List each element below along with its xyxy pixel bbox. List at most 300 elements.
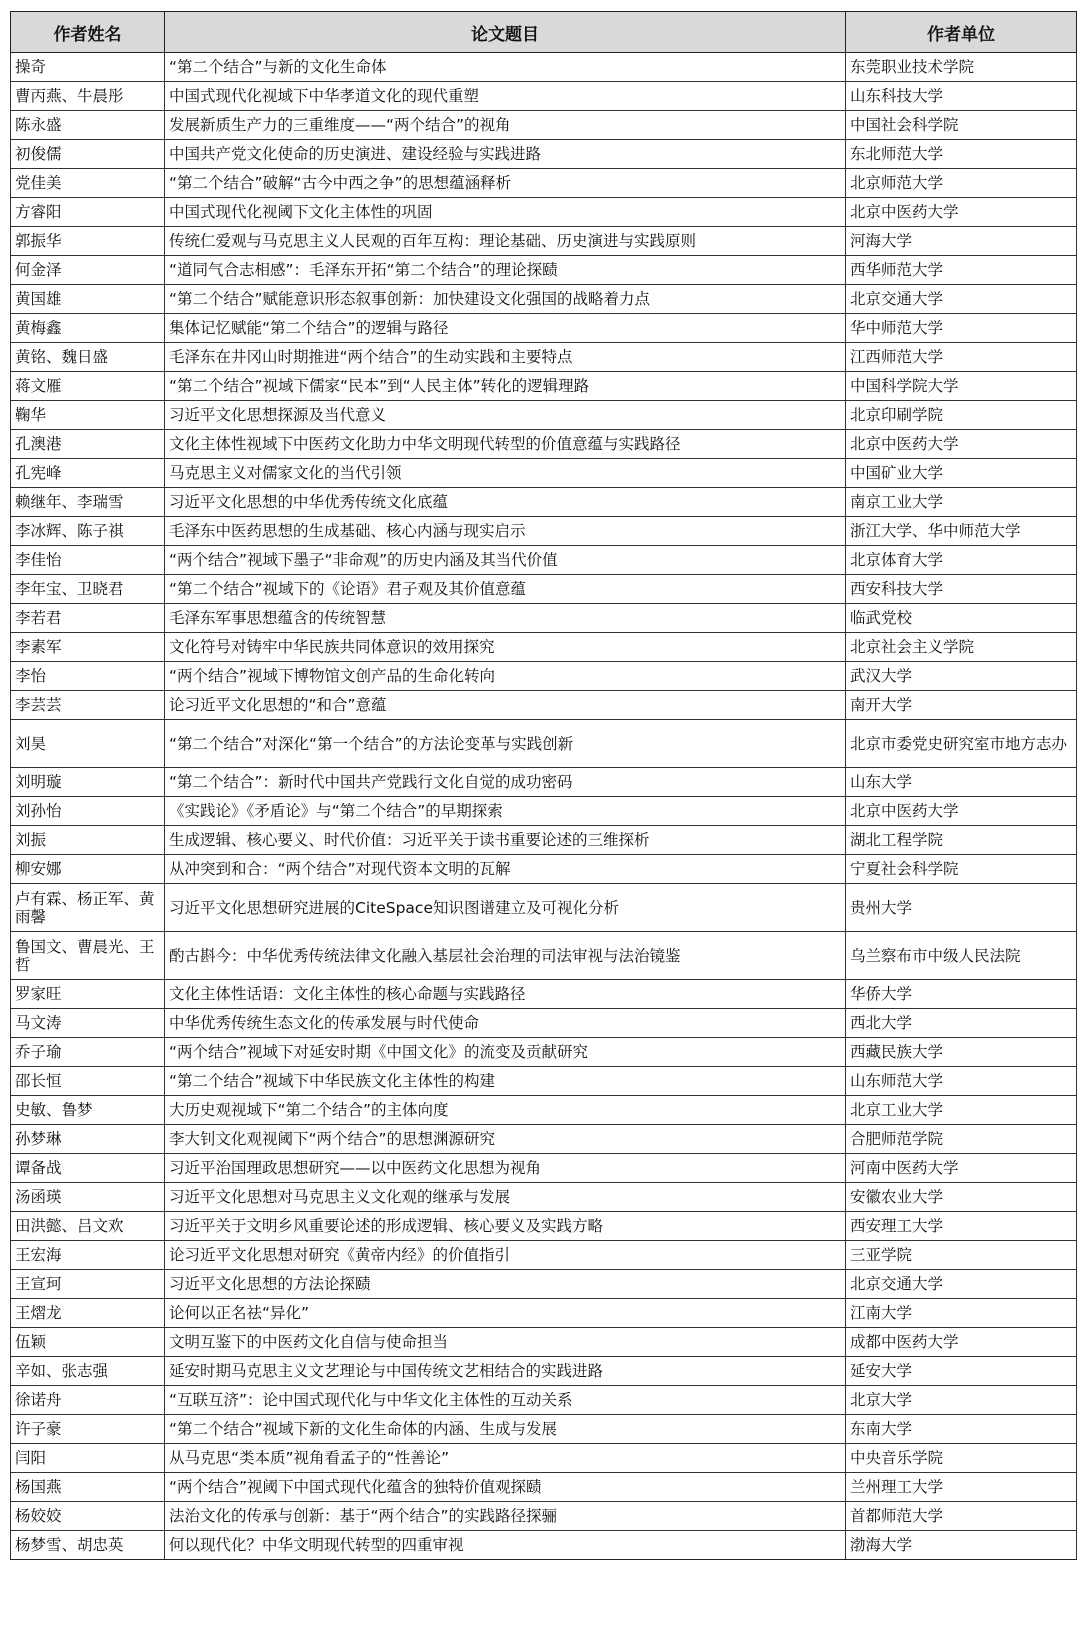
cell-paper-title [165,691,846,720]
author-unit-text: 山东师范大学 [850,1072,944,1090]
cell-paper-title [165,1096,846,1125]
cell-author-unit [846,488,1077,517]
cell-paper-title [165,980,846,1009]
author-name-text: 田洪懿、吕文欢 [15,1217,124,1235]
author-name-text: 孙梦琳 [15,1130,62,1148]
author-unit-text: 东南大学 [850,1420,913,1438]
author-unit-text: 西北大学 [850,1014,913,1032]
author-name-text: 刘明璇 [15,773,62,791]
cell-author-name [11,111,165,140]
paper-title-text: 文化主体性话语：文化主体性的核心命题与实践路径 [169,985,526,1003]
cell-author-unit [846,855,1077,884]
cell-author-unit [846,1531,1077,1560]
author-unit-text: 山东科技大学 [850,87,944,105]
paper-title-text: 从马克思“类本质”视角看孟子的“性善论” [169,1449,450,1467]
cell-paper-title [165,1444,846,1473]
table-row [11,633,1077,662]
author-unit-text: 浙江大学、华中师范大学 [850,522,1021,540]
author-unit-text: 首都师范大学 [850,1507,944,1525]
cell-author-name [11,488,165,517]
author-unit-text: 北京师范大学 [850,174,944,192]
cell-paper-title [165,111,846,140]
cell-author-name [11,314,165,343]
table-row [11,256,1077,285]
cell-author-unit [846,372,1077,401]
cell-author-unit [846,53,1077,82]
cell-paper-title [165,575,846,604]
author-name-text: 杨梦雪、胡忠英 [15,1536,124,1554]
author-unit-text: 三亚学院 [850,1246,913,1264]
paper-title-text: “第二个结合”破解“古今中西之争”的思想蕴涵释析 [169,174,512,192]
cell-author-unit [846,1125,1077,1154]
cell-author-unit [846,1009,1077,1038]
table-row [11,1125,1077,1154]
paper-title-text: “第二个结合”：新时代中国共产党践行文化自觉的成功密码 [169,773,573,791]
header-author-name: 作者姓名 [11,12,165,53]
table-row [11,1212,1077,1241]
cell-author-name [11,82,165,111]
cell-author-name [11,826,165,855]
author-unit-text: 北京大学 [850,1391,913,1409]
table-row [11,82,1077,111]
paper-title-text: 生成逻辑、核心要义、时代价值：习近平关于读书重要论述的三维探析 [169,831,650,849]
paper-title-text: “第二个结合”对深化“第一个结合”的方法论变革与实践创新 [169,734,574,753]
cell-author-unit [846,198,1077,227]
cell-paper-title [165,1328,846,1357]
cell-paper-title [165,285,846,314]
cell-author-name [11,884,165,932]
author-unit-text: 东北师范大学 [850,145,944,163]
paper-title-text: 习近平文化思想探源及当代意义 [169,406,387,424]
author-name-text: 王宣珂 [15,1275,62,1293]
cell-author-name [11,1415,165,1444]
cell-author-name [11,1067,165,1096]
paper-title-text: “第二个结合”与新的文化生命体 [169,58,387,76]
paper-title-text: 集体记忆赋能“第二个结合”的逻辑与路径 [169,319,449,337]
cell-author-unit [846,884,1077,932]
author-name-text: 刘昊 [15,734,47,753]
cell-paper-title [165,1067,846,1096]
cell-author-name [11,401,165,430]
author-unit-text: 成都中医药大学 [850,1333,959,1351]
author-unit-text: 北京中医药大学 [850,802,959,820]
cell-author-name [11,517,165,546]
cell-author-unit [846,1386,1077,1415]
paper-title-text: 李大钊文化观视阈下“两个结合”的思想渊源研究 [169,1130,496,1148]
cell-author-name [11,430,165,459]
author-paper-table-container [10,11,1076,1560]
author-name-text: 李佳怡 [15,551,62,569]
cell-author-name [11,1009,165,1038]
paper-title-text: 发展新质生产力的三重维度——“两个结合”的视角 [169,116,511,134]
cell-paper-title [165,82,846,111]
author-unit-text: 江西师范大学 [850,348,944,366]
cell-author-unit [846,1212,1077,1241]
cell-paper-title [165,855,846,884]
cell-author-unit [846,1502,1077,1531]
author-name-text: 李冰辉、陈子祺 [15,522,124,540]
author-unit-text: 武汉大学 [850,667,913,685]
table-row [11,517,1077,546]
author-name-text: 乔子瑜 [15,1043,62,1061]
cell-paper-title [165,1386,846,1415]
author-name-text: 邵长恒 [15,1072,62,1090]
table-row [11,691,1077,720]
author-unit-text: 贵州大学 [850,898,913,917]
author-name-text: 赖继年、李瑞雪 [15,493,124,511]
paper-title-text: 习近平文化思想研究进展的CiteSpace知识图谱建立及可视化分析 [169,898,619,917]
author-name-text: 辛如、张志强 [15,1362,109,1380]
cell-author-name [11,980,165,1009]
author-unit-text: 北京工业大学 [850,1101,944,1119]
paper-title-text: 习近平文化思想对马克思主义文化观的继承与发展 [169,1188,511,1206]
cell-author-name [11,797,165,826]
table-row [11,797,1077,826]
cell-author-name [11,546,165,575]
table-row [11,1473,1077,1502]
table-row [11,1038,1077,1067]
cell-author-unit [846,1328,1077,1357]
author-name-text: 曹丙燕、牛晨彤 [15,87,124,105]
author-name-text: 李怡 [15,667,47,685]
author-name-text: 谭备战 [15,1159,62,1177]
cell-author-name [11,768,165,797]
table-row [11,1531,1077,1560]
author-name-text: 鞠华 [15,406,47,424]
cell-paper-title [165,1212,846,1241]
cell-author-name [11,720,165,768]
cell-author-unit [846,691,1077,720]
cell-author-unit [846,1038,1077,1067]
table-row [11,1009,1077,1038]
author-unit-text: 北京交通大学 [850,290,944,308]
paper-title-text: 论习近平文化思想的“和合”意蕴 [169,696,387,714]
paper-title-text: 《实践论》《矛盾论》与“第二个结合”的早期探索 [169,802,503,820]
cell-author-unit [846,285,1077,314]
author-name-text: 许子豪 [15,1420,62,1438]
table-row [11,1357,1077,1386]
cell-author-unit [846,1096,1077,1125]
cell-author-name [11,1038,165,1067]
paper-title-text: 大历史观视域下“第二个结合”的主体向度 [169,1101,449,1119]
table-row [11,1183,1077,1212]
author-unit-text: 华中师范大学 [850,319,944,337]
author-name-text: 柳安娜 [15,860,62,878]
paper-title-text: “两个结合”视域下墨子“非命观”的历史内涵及其当代价值 [169,551,558,569]
cell-author-name [11,1386,165,1415]
paper-title-text: 习近平文化思想的方法论探赜 [169,1275,371,1293]
author-unit-text: 东莞职业技术学院 [850,58,975,76]
table-row [11,546,1077,575]
cell-author-name [11,198,165,227]
paper-title-text: 毛泽东中医药思想的生成基础、核心内涵与现实启示 [169,522,526,540]
author-unit-text: 湖北工程学院 [850,831,944,849]
author-unit-text: 江南大学 [850,1304,913,1322]
cell-paper-title [165,430,846,459]
cell-author-unit [846,826,1077,855]
table-body [11,53,1077,1560]
paper-title-text: “互联互济”：论中国式现代化与中华文化主体性的互动关系 [169,1391,573,1409]
author-unit-text: 南京工业大学 [850,493,944,511]
author-name-text: 刘孙怡 [15,802,62,820]
cell-paper-title [165,314,846,343]
cell-author-name [11,1328,165,1357]
cell-author-unit [846,1299,1077,1328]
paper-title-text: “第二个结合”赋能意识形态叙事创新：加快建设文化强国的战略着力点 [169,290,651,308]
cell-paper-title [165,517,846,546]
author-unit-text: 华侨大学 [850,985,913,1003]
cell-author-unit [846,343,1077,372]
author-unit-text: 北京市委党史研究室市地方志办 [850,734,1068,753]
cell-author-name [11,932,165,980]
cell-paper-title [165,1125,846,1154]
paper-title-text: “两个结合”视阈下中国式现代化蕴含的独特价值观探赜 [169,1478,542,1496]
cell-author-name [11,1183,165,1212]
cell-author-unit [846,256,1077,285]
author-name-text: 杨国燕 [15,1478,62,1496]
author-name-text: 郭振华 [15,232,62,250]
cell-author-unit [846,82,1077,111]
table-row [11,140,1077,169]
table-row [11,1270,1077,1299]
table-row [11,111,1077,140]
cell-paper-title [165,1299,846,1328]
cell-author-unit [846,459,1077,488]
author-name-text: 伍颖 [15,1333,47,1351]
table-row [11,488,1077,517]
cell-author-unit [846,140,1077,169]
paper-title-text: “道同气合志相感”：毛泽东开拓“第二个结合”的理论探赜 [169,261,558,279]
paper-title-text: 马克思主义对儒家文化的当代引领 [169,464,402,482]
cell-author-unit [846,111,1077,140]
paper-title-text: 何以现代化？中华文明现代转型的四重审视 [169,1536,464,1554]
cell-paper-title [165,1502,846,1531]
table-row [11,980,1077,1009]
cell-author-unit [846,1154,1077,1183]
cell-author-unit [846,169,1077,198]
cell-author-name [11,1125,165,1154]
author-name-text: 李芸芸 [15,696,62,714]
cell-author-unit [846,314,1077,343]
cell-author-unit [846,768,1077,797]
author-unit-text: 西藏民族大学 [850,1043,944,1061]
cell-author-name [11,1531,165,1560]
author-name-text: 李年宝、卫晓君 [15,580,124,598]
table-row [11,459,1077,488]
cell-paper-title [165,1183,846,1212]
cell-paper-title [165,140,846,169]
cell-author-unit [846,980,1077,1009]
author-unit-text: 中国科学院大学 [850,377,959,395]
cell-paper-title [165,1357,846,1386]
cell-author-unit [846,575,1077,604]
table-row [11,604,1077,633]
paper-title-text: 文明互鉴下的中医药文化自信与使命担当 [169,1333,449,1351]
cell-author-unit [846,1067,1077,1096]
cell-paper-title [165,1531,846,1560]
author-name-text: 李若君 [15,609,62,627]
cell-author-name [11,53,165,82]
table-row [11,430,1077,459]
author-unit-text: 西安科技大学 [850,580,944,598]
cell-paper-title [165,1473,846,1502]
cell-author-unit [846,1270,1077,1299]
cell-author-unit [846,1415,1077,1444]
cell-author-name [11,575,165,604]
author-unit-text: 兰州理工大学 [850,1478,944,1496]
cell-paper-title [165,401,846,430]
cell-author-name [11,1270,165,1299]
table-header-row [11,12,1077,53]
author-name-text: 黄国雄 [15,290,62,308]
cell-author-name [11,372,165,401]
cell-author-name [11,1357,165,1386]
paper-title-text: “第二个结合”视域下新的文化生命体的内涵、生成与发展 [169,1420,558,1438]
paper-title-text: 传统仁爱观与马克思主义人民观的百年互构：理论基础、历史演进与实践原则 [169,232,697,250]
cell-author-name [11,227,165,256]
cell-author-unit [846,430,1077,459]
table-row [11,768,1077,797]
author-name-text: 陈永盛 [15,116,62,134]
table-row [11,1444,1077,1473]
cell-paper-title [165,169,846,198]
author-name-text: 孔宪峰 [15,464,62,482]
cell-author-name [11,256,165,285]
cell-author-unit [846,227,1077,256]
table-row [11,1328,1077,1357]
cell-author-unit [846,604,1077,633]
paper-title-text: “第二个结合”视域下中华民族文化主体性的构建 [169,1072,496,1090]
author-unit-text: 河海大学 [850,232,913,250]
table-row [11,53,1077,82]
author-unit-text: 乌兰察布市中级人民法院 [850,946,1021,965]
author-unit-text: 宁夏社会科学院 [850,860,959,878]
cell-paper-title [165,256,846,285]
paper-title-text: 论习近平文化思想对研究《黄帝内经》的价值指引 [169,1246,511,1264]
cell-author-unit [846,401,1077,430]
header-author-unit: 作者单位 [846,12,1077,53]
cell-paper-title [165,720,846,768]
paper-title-text: 从冲突到和合：“两个结合”对现代资本文明的瓦解 [169,860,511,878]
cell-author-name [11,1154,165,1183]
paper-title-text: 文化符号对铸牢中华民族共同体意识的效用探究 [169,638,495,656]
author-unit-text: 中国社会科学院 [850,116,959,134]
paper-title-text: 法治文化的传承与创新：基于“两个结合”的实践路径探骊 [169,1507,558,1525]
table-row [11,932,1077,980]
author-name-text: 初俊儒 [15,145,62,163]
paper-title-text: 习近平关于文明乡风重要论述的形成逻辑、核心要义及实践方略 [169,1217,604,1235]
cell-paper-title [165,932,846,980]
cell-paper-title [165,1270,846,1299]
author-name-text: 黄梅鑫 [15,319,62,337]
author-unit-text: 山东大学 [850,773,913,791]
table-row [11,1299,1077,1328]
table-row [11,227,1077,256]
author-name-text: 徐诺舟 [15,1391,62,1409]
table-row [11,169,1077,198]
author-name-text: 汤函瑛 [15,1188,62,1206]
author-name-text: 蒋文雁 [15,377,62,395]
author-unit-text: 中国矿业大学 [850,464,944,482]
cell-author-name [11,691,165,720]
table-row [11,314,1077,343]
cell-author-unit [846,797,1077,826]
cell-author-name [11,1241,165,1270]
author-unit-text: 延安大学 [850,1362,913,1380]
table-row [11,1154,1077,1183]
author-name-text: 王宏海 [15,1246,62,1264]
cell-author-name [11,662,165,691]
cell-paper-title [165,662,846,691]
paper-title-text: 中国式现代化视阈下文化主体性的巩固 [169,203,433,221]
author-name-text: 鲁国文、曹晨光、王哲 [15,937,155,974]
table-row [11,1386,1077,1415]
cell-author-unit [846,633,1077,662]
author-name-text: 李素军 [15,638,62,656]
cell-author-unit [846,662,1077,691]
cell-author-unit [846,720,1077,768]
paper-title-text: “两个结合”视域下对延安时期《中国文化》的流变及贡献研究 [169,1043,589,1061]
cell-author-unit [846,517,1077,546]
cell-paper-title [165,884,846,932]
table-row [11,343,1077,372]
cell-paper-title [165,633,846,662]
table-row [11,826,1077,855]
cell-paper-title [165,1038,846,1067]
cell-author-name [11,855,165,884]
author-name-text: 黄铭、魏日盛 [15,348,109,366]
cell-author-unit [846,1241,1077,1270]
cell-author-unit [846,1473,1077,1502]
cell-author-name [11,1444,165,1473]
cell-author-name [11,343,165,372]
author-name-text: 何金泽 [15,261,62,279]
cell-author-name [11,1212,165,1241]
paper-title-text: “第二个结合”视域下的《论语》君子观及其价值意蕴 [169,580,527,598]
cell-paper-title [165,1009,846,1038]
cell-author-name [11,459,165,488]
author-name-text: 杨姣姣 [15,1507,62,1525]
paper-title-text: 论何以正名祛“异化” [169,1304,310,1322]
table-row [11,372,1077,401]
cell-author-name [11,1299,165,1328]
paper-title-text: 文化主体性视域下中医药文化助力中华文明现代转型的价值意蕴与实践路径 [169,435,681,453]
table-row [11,198,1077,227]
author-unit-text: 安徽农业大学 [850,1188,944,1206]
cell-author-unit [846,1444,1077,1473]
cell-author-name [11,1096,165,1125]
author-name-text: 刘振 [15,831,47,849]
table-row [11,401,1077,430]
table-row [11,720,1077,768]
cell-paper-title [165,1415,846,1444]
cell-paper-title [165,372,846,401]
author-name-text: 卢有霖、杨正军、黄雨馨 [15,889,155,926]
paper-title-text: “第二个结合”视域下儒家“民本”到“人民主体”转化的逻辑理路 [169,377,590,395]
paper-title-text: 毛泽东军事思想蕴含的传统智慧 [169,609,387,627]
cell-author-name [11,604,165,633]
author-name-text: 孔澳港 [15,435,62,453]
author-unit-text: 北京社会主义学院 [850,638,975,656]
table-row [11,662,1077,691]
author-name-text: 马文涛 [15,1014,62,1032]
author-unit-text: 临武党校 [850,609,913,627]
author-unit-text: 北京中医药大学 [850,435,959,453]
cell-author-name [11,633,165,662]
cell-paper-title [165,1154,846,1183]
author-name-text: 党佳美 [15,174,62,192]
cell-paper-title [165,826,846,855]
